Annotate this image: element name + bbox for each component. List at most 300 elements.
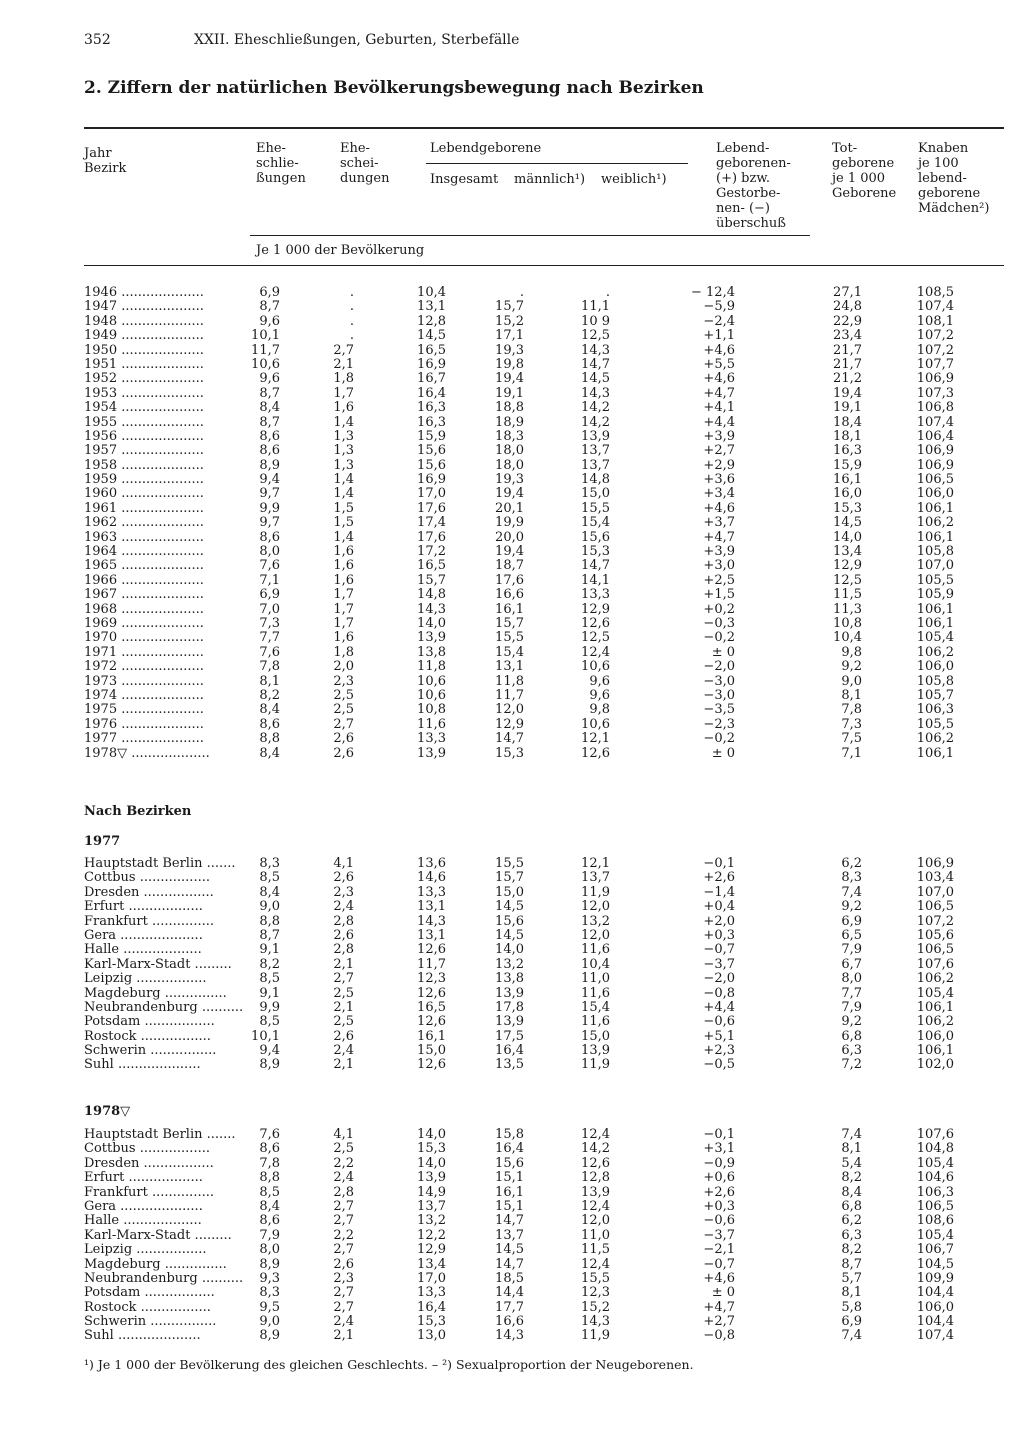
cell-ueberschuss: +5,1 <box>703 1028 735 1044</box>
cell-insgesamt: 12,6 <box>417 1014 446 1030</box>
cell-eheschliessungen: 8,7 <box>259 299 280 315</box>
cell-totgeborene: 8,7 <box>841 1256 862 1272</box>
cell-ehescheidungen: 2,6 <box>333 927 354 943</box>
row-label: Neubrandenburg .......... <box>84 999 244 1015</box>
cell-weiblich: 12,0 <box>581 1213 610 1229</box>
cell-knaben: 106,4 <box>916 428 954 444</box>
cell-weiblich: 11,0 <box>581 1227 610 1243</box>
table-row <box>84 545 964 559</box>
cell-eheschliessungen: 8,8 <box>259 1170 280 1186</box>
cell-maennlich: 14,3 <box>495 1328 524 1344</box>
cell-knaben: 106,1 <box>916 601 954 617</box>
table-title: 2. Ziffern der natürlichen Bevölkerungsbewegung nach Bezirken <box>84 78 704 98</box>
cell-ehescheidungen: 2,6 <box>333 745 354 761</box>
cell-ueberschuss: −0,1 <box>703 856 735 871</box>
cell-insgesamt: 14,3 <box>417 913 446 929</box>
cell-totgeborene: 8,1 <box>841 687 862 703</box>
cell-totgeborene: 5,8 <box>841 1299 862 1315</box>
cell-ehescheidungen: . <box>349 299 354 315</box>
group-label-1978: 1978▽ <box>84 1104 131 1119</box>
cell-ehescheidungen: 1,4 <box>333 486 354 502</box>
cell-knaben: 107,4 <box>916 414 954 430</box>
cell-knaben: 105,8 <box>916 544 954 560</box>
cell-knaben: 104,4 <box>916 1285 954 1301</box>
cell-weiblich: 11,9 <box>581 884 610 900</box>
cell-ehescheidungen: 1,6 <box>333 572 354 588</box>
cell-ueberschuss: −0,7 <box>703 942 735 958</box>
cell-weiblich: 12,5 <box>581 328 610 344</box>
cell-maennlich: 17,7 <box>495 1299 524 1315</box>
cell-insgesamt: 16,9 <box>417 356 446 372</box>
cell-weiblich: 11,5 <box>581 1242 610 1258</box>
cell-insgesamt: 12,6 <box>417 1057 446 1073</box>
cell-eheschliessungen: 8,4 <box>259 884 280 900</box>
cell-maennlich: 15,6 <box>495 913 524 929</box>
cell-weiblich: 12,4 <box>581 1256 610 1272</box>
page-header <box>84 32 519 48</box>
cell-insgesamt: 15,7 <box>417 572 446 588</box>
cell-knaben: 105,9 <box>916 587 954 603</box>
table-row <box>84 1301 964 1315</box>
table-row <box>84 857 964 871</box>
table-row <box>84 358 964 372</box>
cell-ueberschuss: −5,9 <box>703 299 735 315</box>
cell-insgesamt: 13,3 <box>417 1285 446 1301</box>
cell-totgeborene: 8,1 <box>841 1141 862 1157</box>
cell-totgeborene: 19,1 <box>833 400 862 416</box>
cell-totgeborene: 9,2 <box>841 659 862 675</box>
cell-insgesamt: 13,3 <box>417 731 446 747</box>
cell-eheschliessungen: 10,6 <box>251 356 280 372</box>
row-label: 1962 .................... <box>84 515 204 531</box>
cell-totgeborene: 5,4 <box>841 1155 862 1171</box>
cell-ueberschuss: ± 0 <box>711 644 735 660</box>
cell-weiblich: 12,4 <box>581 1198 610 1214</box>
cell-totgeborene: 9,8 <box>841 644 862 660</box>
cell-maennlich: 19,4 <box>495 544 524 560</box>
row-label: Magdeburg ............... <box>84 985 227 1001</box>
cell-insgesamt: 13,4 <box>417 1256 446 1272</box>
cell-ehescheidungen: 2,5 <box>333 687 354 703</box>
row-label: Hauptstadt Berlin ....... <box>84 856 236 871</box>
cell-weiblich: 12,1 <box>581 731 610 747</box>
cell-totgeborene: 22,9 <box>833 313 862 329</box>
group-label-1977: 1977 <box>84 834 121 849</box>
cell-weiblich: 9,6 <box>589 687 610 703</box>
cell-weiblich: 15,2 <box>581 1299 610 1315</box>
col-header-insgesamt: Insgesamt <box>430 172 499 187</box>
cell-totgeborene: 6,7 <box>841 956 862 972</box>
cell-eheschliessungen: 8,9 <box>259 1057 280 1073</box>
table-row <box>84 703 964 717</box>
cell-weiblich: 14,5 <box>581 371 610 387</box>
row-label: 1949 .................... <box>84 328 204 344</box>
table-row <box>84 1030 964 1044</box>
cell-knaben: 106,5 <box>916 899 954 915</box>
cell-weiblich: 12,1 <box>581 856 610 871</box>
cell-maennlich: 13,2 <box>495 956 524 972</box>
lebendgeborene-underline <box>426 163 688 164</box>
table-row <box>84 1142 964 1156</box>
cell-totgeborene: 9,2 <box>841 1014 862 1030</box>
cell-totgeborene: 7,1 <box>841 745 862 761</box>
bezirke-1977-table <box>84 857 964 1073</box>
col-header-eheschliessungen: Ehe- schlie- ßungen <box>256 141 306 186</box>
cell-knaben: 105,4 <box>916 630 954 646</box>
row-label: 1958 .................... <box>84 457 204 473</box>
cell-maennlich: 19,3 <box>495 472 524 488</box>
cell-eheschliessungen: 9,4 <box>259 472 280 488</box>
cell-knaben: 106,5 <box>916 472 954 488</box>
cell-totgeborene: 6,3 <box>841 1043 862 1059</box>
cell-knaben: 105,4 <box>916 1155 954 1171</box>
table-row <box>84 459 964 473</box>
cell-knaben: 102,0 <box>916 1057 954 1073</box>
cell-eheschliessungen: 9,7 <box>259 515 280 531</box>
cell-maennlich: 17,5 <box>495 1028 524 1044</box>
table-row <box>84 1272 964 1286</box>
cell-eheschliessungen: 8,6 <box>259 1213 280 1229</box>
cell-eheschliessungen: 8,6 <box>259 443 280 459</box>
cell-knaben: 106,5 <box>916 942 954 958</box>
cell-maennlich: 12,0 <box>495 702 524 718</box>
cell-ueberschuss: +0,3 <box>703 927 735 943</box>
table-row <box>84 972 964 986</box>
cell-ehescheidungen: 4,1 <box>333 1127 354 1142</box>
cell-maennlich: 13,1 <box>495 659 524 675</box>
cell-ehescheidungen: 1,5 <box>333 515 354 531</box>
cell-ehescheidungen: . <box>349 285 354 300</box>
unit-rule <box>250 235 810 236</box>
table-row <box>84 929 964 943</box>
cell-ehescheidungen: 2,7 <box>333 342 354 358</box>
table-row <box>84 300 964 314</box>
cell-totgeborene: 21,7 <box>833 342 862 358</box>
cell-insgesamt: 16,5 <box>417 558 446 574</box>
cell-eheschliessungen: 8,9 <box>259 457 280 473</box>
cell-weiblich: 9,8 <box>589 702 610 718</box>
cell-maennlich: . <box>519 285 524 300</box>
cell-knaben: 106,9 <box>916 856 954 871</box>
cell-knaben: 107,2 <box>916 342 954 358</box>
cell-eheschliessungen: 8,0 <box>259 544 280 560</box>
cell-knaben: 104,8 <box>916 1141 954 1157</box>
cell-ueberschuss: −0,9 <box>703 1155 735 1171</box>
cell-insgesamt: 14,5 <box>417 328 446 344</box>
cell-eheschliessungen: 7,6 <box>259 558 280 574</box>
cell-ueberschuss: −0,5 <box>703 1057 735 1073</box>
cell-maennlich: 14,5 <box>495 899 524 915</box>
cell-insgesamt: 13,2 <box>417 1213 446 1229</box>
cell-ueberschuss: +4,4 <box>703 999 735 1015</box>
cell-totgeborene: 9,2 <box>841 899 862 915</box>
cell-weiblich: 11,9 <box>581 1328 610 1344</box>
cell-insgesamt: 13,8 <box>417 644 446 660</box>
row-label: Neubrandenburg .......... <box>84 1270 244 1286</box>
cell-knaben: 105,4 <box>916 1227 954 1243</box>
cell-ehescheidungen: 2,4 <box>333 899 354 915</box>
cell-eheschliessungen: 7,0 <box>259 601 280 617</box>
cell-knaben: 106,9 <box>916 443 954 459</box>
cell-ueberschuss: +5,5 <box>703 356 735 372</box>
cell-eheschliessungen: 9,7 <box>259 486 280 502</box>
cell-totgeborene: 8,4 <box>841 1184 862 1200</box>
cell-maennlich: 14,7 <box>495 1213 524 1229</box>
cell-insgesamt: 13,7 <box>417 1198 446 1214</box>
cell-ueberschuss: −2,1 <box>703 1242 735 1258</box>
row-label: 1951 .................... <box>84 356 204 372</box>
cell-eheschliessungen: 8,6 <box>259 1141 280 1157</box>
cell-weiblich: 14,7 <box>581 558 610 574</box>
cell-insgesamt: 16,5 <box>417 342 446 358</box>
cell-ueberschuss: +2,9 <box>703 457 735 473</box>
cell-maennlich: 15,8 <box>495 1127 524 1142</box>
cell-maennlich: 18,7 <box>495 558 524 574</box>
cell-ueberschuss: −0,8 <box>703 985 735 1001</box>
cell-ehescheidungen: 2,6 <box>333 870 354 886</box>
cell-weiblich: 12,4 <box>581 1127 610 1142</box>
cell-maennlich: 15,7 <box>495 615 524 631</box>
cell-totgeborene: 14,0 <box>833 529 862 545</box>
row-label: Dresden ................. <box>84 884 214 900</box>
cell-ueberschuss: −3,7 <box>703 1227 735 1243</box>
cell-eheschliessungen: 9,9 <box>259 500 280 516</box>
table-row <box>84 603 964 617</box>
cell-maennlich: 15,1 <box>495 1170 524 1186</box>
cell-ueberschuss: −3,7 <box>703 956 735 972</box>
row-label: 1954 .................... <box>84 400 204 416</box>
cell-totgeborene: 18,1 <box>833 428 862 444</box>
cell-insgesamt: 17,0 <box>417 1270 446 1286</box>
cell-ehescheidungen: 1,4 <box>333 472 354 488</box>
cell-weiblich: 12,6 <box>581 615 610 631</box>
cell-maennlich: 16,6 <box>495 1314 524 1330</box>
cell-totgeborene: 7,8 <box>841 702 862 718</box>
cell-knaben: 107,3 <box>916 385 954 401</box>
table-row <box>84 1286 964 1300</box>
cell-maennlich: 19,3 <box>495 342 524 358</box>
row-label: Gera .................... <box>84 1198 203 1214</box>
cell-maennlich: 15,2 <box>495 313 524 329</box>
cell-eheschliessungen: 8,8 <box>259 731 280 747</box>
row-label: Rostock ................. <box>84 1299 211 1315</box>
cell-ueberschuss: +4,6 <box>703 342 735 358</box>
cell-insgesamt: 13,9 <box>417 630 446 646</box>
cell-knaben: 104,5 <box>916 1256 954 1272</box>
cell-ehescheidungen: 2,7 <box>333 1285 354 1301</box>
cell-maennlich: 14,7 <box>495 1256 524 1272</box>
cell-ueberschuss: +4,6 <box>703 500 735 516</box>
row-label: 1966 .................... <box>84 572 204 588</box>
cell-knaben: 106,1 <box>916 1043 954 1059</box>
cell-weiblich: 15,3 <box>581 544 610 560</box>
cell-ehescheidungen: 2,7 <box>333 716 354 732</box>
cell-knaben: 105,6 <box>916 927 954 943</box>
cell-ehescheidungen: 1,7 <box>333 615 354 631</box>
table-row <box>84 1171 964 1185</box>
cell-knaben: 106,1 <box>916 500 954 516</box>
cell-eheschliessungen: 8,4 <box>259 400 280 416</box>
col-header-maennlich: männlich¹) <box>514 172 586 187</box>
table-row <box>84 1044 964 1058</box>
cell-totgeborene: 21,2 <box>833 371 862 387</box>
cell-maennlich: 14,0 <box>495 942 524 958</box>
cell-ueberschuss: +4,1 <box>703 400 735 416</box>
cell-insgesamt: 15,6 <box>417 443 446 459</box>
cell-ehescheidungen: 2,4 <box>333 1314 354 1330</box>
table-row <box>84 958 964 972</box>
cell-weiblich: 12,8 <box>581 1170 610 1186</box>
cell-maennlich: 16,1 <box>495 1184 524 1200</box>
cell-weiblich: 14,1 <box>581 572 610 588</box>
row-label: Halle ................... <box>84 942 202 958</box>
cell-ueberschuss: −0,7 <box>703 1256 735 1272</box>
table-row <box>84 372 964 386</box>
table-row <box>84 1214 964 1228</box>
cell-totgeborene: 6,3 <box>841 1227 862 1243</box>
cell-ehescheidungen: 2,7 <box>333 1299 354 1315</box>
cell-eheschliessungen: 7,7 <box>259 630 280 646</box>
row-label: 1950 .................... <box>84 342 204 358</box>
cell-ueberschuss: +4,7 <box>703 1299 735 1315</box>
cell-eheschliessungen: 8,3 <box>259 856 280 871</box>
cell-insgesamt: 10,4 <box>417 285 446 300</box>
cell-insgesamt: 15,6 <box>417 457 446 473</box>
cell-totgeborene: 9,0 <box>841 673 862 689</box>
cell-weiblich: 10,4 <box>581 956 610 972</box>
cell-insgesamt: 15,9 <box>417 428 446 444</box>
cell-knaben: 108,6 <box>916 1213 954 1229</box>
col-header-jahr-bezirk: Jahr Bezirk <box>84 146 127 176</box>
cell-ueberschuss: +3,6 <box>703 472 735 488</box>
table-row <box>84 559 964 573</box>
cell-ueberschuss: −2,4 <box>703 313 735 329</box>
cell-ueberschuss: +0,6 <box>703 1170 735 1186</box>
cell-ehescheidungen: 1,8 <box>333 371 354 387</box>
cell-eheschliessungen: 8,5 <box>259 1014 280 1030</box>
cell-knaben: 106,5 <box>916 1198 954 1214</box>
cell-maennlich: 16,6 <box>495 587 524 603</box>
row-label: 1977 .................... <box>84 731 204 747</box>
cell-weiblich: 12,9 <box>581 601 610 617</box>
cell-eheschliessungen: 7,9 <box>259 1227 280 1243</box>
row-label: 1971 .................... <box>84 644 204 660</box>
row-label: 1976 .................... <box>84 716 204 732</box>
bezirke-1978-table <box>84 1128 964 1344</box>
cell-insgesamt: 16,4 <box>417 385 446 401</box>
cell-weiblich: 13,7 <box>581 870 610 886</box>
cell-ueberschuss: −0,6 <box>703 1213 735 1229</box>
cell-eheschliessungen: 9,6 <box>259 371 280 387</box>
cell-knaben: 103,4 <box>916 870 954 886</box>
cell-totgeborene: 12,5 <box>833 572 862 588</box>
cell-maennlich: 20,0 <box>495 529 524 545</box>
cell-totgeborene: 6,9 <box>841 913 862 929</box>
cell-insgesamt: 12,8 <box>417 313 446 329</box>
table-row <box>84 732 964 746</box>
cell-maennlich: 20,1 <box>495 500 524 516</box>
col-header-knaben: Knaben je 100 lebend- geborene Mädchen²) <box>918 141 990 216</box>
cell-insgesamt: 13,3 <box>417 884 446 900</box>
cell-ueberschuss: +3,1 <box>703 1141 735 1157</box>
cell-eheschliessungen: 8,3 <box>259 1285 280 1301</box>
row-label: Hauptstadt Berlin ....... <box>84 1127 236 1142</box>
cell-knaben: 107,4 <box>916 299 954 315</box>
cell-weiblich: 15,0 <box>581 486 610 502</box>
cell-eheschliessungen: 8,7 <box>259 385 280 401</box>
table-row <box>84 315 964 329</box>
cell-knaben: 105,4 <box>916 985 954 1001</box>
cell-maennlich: 17,6 <box>495 572 524 588</box>
cell-insgesamt: 14,8 <box>417 587 446 603</box>
cell-eheschliessungen: 6,9 <box>259 587 280 603</box>
cell-ueberschuss: −2,0 <box>703 971 735 987</box>
cell-knaben: 106,2 <box>916 644 954 660</box>
cell-eheschliessungen: 8,5 <box>259 1184 280 1200</box>
cell-totgeborene: 6,2 <box>841 1213 862 1229</box>
cell-ehescheidungen: 1,3 <box>333 457 354 473</box>
cell-weiblich: 15,5 <box>581 500 610 516</box>
row-label: Magdeburg ............... <box>84 1256 227 1272</box>
cell-eheschliessungen: 8,2 <box>259 956 280 972</box>
cell-totgeborene: 7,2 <box>841 1057 862 1073</box>
cell-insgesamt: 11,6 <box>417 716 446 732</box>
row-label: 1965 .................... <box>84 558 204 574</box>
cell-ueberschuss: −0,8 <box>703 1328 735 1344</box>
cell-maennlich: 14,5 <box>495 1242 524 1258</box>
table-row <box>84 617 964 631</box>
cell-ueberschuss: +0,3 <box>703 1198 735 1214</box>
page-number: 352 <box>84 32 111 48</box>
cell-knaben: 104,4 <box>916 1314 954 1330</box>
cell-totgeborene: 8,2 <box>841 1170 862 1186</box>
table-row <box>84 886 964 900</box>
cell-insgesamt: 10,6 <box>417 673 446 689</box>
cell-weiblich: 13,7 <box>581 443 610 459</box>
row-label: 1968 .................... <box>84 601 204 617</box>
top-rule <box>84 127 1004 129</box>
table-row <box>84 344 964 358</box>
col-header-ehescheidungen: Ehe- schei- dungen <box>340 141 390 186</box>
cell-knaben: 106,8 <box>916 400 954 416</box>
table-row <box>84 1329 964 1343</box>
cell-ehescheidungen: 1,6 <box>333 558 354 574</box>
cell-ehescheidungen: 2,8 <box>333 942 354 958</box>
cell-weiblich: 11,6 <box>581 1014 610 1030</box>
row-label: Suhl .................... <box>84 1328 201 1344</box>
row-label: 1972 .................... <box>84 659 204 675</box>
cell-totgeborene: 12,9 <box>833 558 862 574</box>
cell-ueberschuss: +4,6 <box>703 371 735 387</box>
table-row <box>84 401 964 415</box>
cell-ehescheidungen: 1,6 <box>333 630 354 646</box>
cell-ehescheidungen: 1,3 <box>333 428 354 444</box>
table-row <box>84 987 964 1001</box>
table-row <box>84 588 964 602</box>
cell-knaben: 108,1 <box>916 313 954 329</box>
cell-insgesamt: 13,1 <box>417 299 446 315</box>
table-row <box>84 487 964 501</box>
cell-ehescheidungen: 1,7 <box>333 601 354 617</box>
cell-ehescheidungen: 1,4 <box>333 414 354 430</box>
cell-weiblich: 12,0 <box>581 899 610 915</box>
cell-weiblich: 13,2 <box>581 913 610 929</box>
cell-knaben: 106,0 <box>916 486 954 502</box>
cell-totgeborene: 10,4 <box>833 630 862 646</box>
cell-insgesamt: 10,8 <box>417 702 446 718</box>
cell-maennlich: 18,5 <box>495 1270 524 1286</box>
cell-weiblich: 14,7 <box>581 356 610 372</box>
